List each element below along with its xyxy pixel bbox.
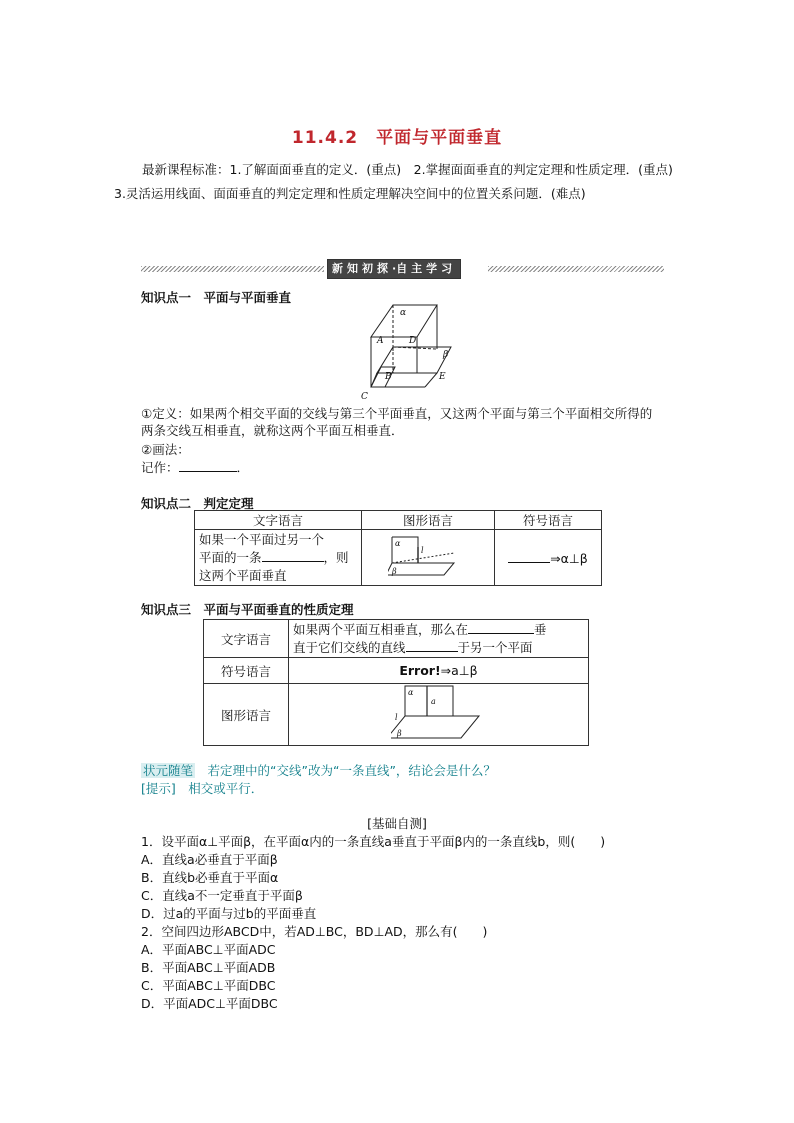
q1-option-c: C．直线a不一定垂直于平面β: [141, 888, 303, 903]
k1-label-alpha: α: [400, 308, 407, 318]
tip-hint-tag: [提示]: [141, 781, 176, 796]
section-banner: 新知初探·自主学习: [327, 259, 461, 279]
tip-hint-line: [141, 780, 263, 797]
k1-definition: ①定义：如果两个相交平面的交线与第三个平面垂直，又这两个平面与第三个平面相交所得的两条交线互相垂直，就称这两个平面互相垂直．: [141, 406, 653, 438]
k3-heading: 知识点三 平面与平面垂直的性质定理: [141, 602, 354, 617]
k3-row1-text: [289, 620, 589, 658]
k3-label-beta: β: [396, 729, 402, 738]
k1-heading: 知识点一 平面与平面垂直: [141, 290, 292, 305]
tip-question-line: [141, 762, 496, 779]
k2-heading: 知识点二 判定定理: [141, 496, 254, 511]
banner-right-label: 自主学习: [396, 262, 457, 275]
k3-row3-label: 图形语言: [204, 684, 289, 746]
k3-label-l: l: [394, 713, 398, 722]
k2-label-beta: β: [392, 567, 397, 576]
k3-row1-d: 于另一个平面: [457, 639, 533, 655]
k2-symbol-blank[interactable]: [508, 550, 550, 563]
k1-figure: [355, 303, 465, 403]
k2-text-line2b: ，则: [323, 549, 349, 565]
k3-row1-a: 如果两个平面互相垂直，那么在: [293, 621, 469, 637]
k3-row3-figure-cell: [289, 684, 589, 746]
k3-row1-blank2[interactable]: [406, 639, 458, 652]
banner-rule-right: [488, 266, 664, 272]
k3-label-alpha: α: [407, 688, 413, 697]
k1-notation-label: 记作：: [141, 460, 179, 475]
q2-stem: 2．空间四边形ABCD中，若AD⊥BC，BD⊥AD，那么有( ): [141, 924, 488, 939]
k3-row1-c: 直于它们交线的直线: [293, 639, 406, 655]
k1-label-C: C: [361, 392, 368, 402]
q2-option-d: D．平面ADC⊥平面DBC: [141, 996, 278, 1011]
k2-label-alpha: α: [395, 539, 401, 548]
k2-header-text: 文字语言: [195, 511, 362, 530]
k3-row2-label: 符号语言: [204, 658, 289, 684]
tip-question: 若定理中的“交线”改为“一条直线”，结论会是什么？: [207, 763, 496, 778]
k2-text-cell: [195, 530, 362, 586]
k3-row1-blank1[interactable]: [468, 621, 534, 634]
k2-symbol: ⇒α⊥β: [550, 550, 588, 566]
q1-stem: 1．设平面α⊥平面β，在平面α内的一条直线a垂直于平面β内的一条直线b，则( ): [141, 834, 606, 849]
k1-label-E: E: [439, 372, 446, 382]
k2-header-figure: 图形语言: [362, 511, 495, 530]
q1-option-b: B．直线b必垂直于平面α: [141, 870, 279, 885]
k3-table: [203, 619, 589, 746]
tip-hint: 相交或平行．: [188, 781, 264, 796]
k2-text-line2a: 平面的一条: [199, 549, 262, 565]
q2-option-a: A．平面ABC⊥平面ADC: [141, 942, 276, 957]
q2-option-c: C．平面ABC⊥平面DBC: [141, 978, 276, 993]
k1-label-A: A: [377, 336, 384, 346]
k3-row2-tail: ⇒a⊥β: [440, 663, 478, 678]
page-title: 11.4.2 平面与平面垂直: [291, 128, 503, 148]
k2-label-l: l: [421, 546, 424, 555]
k3-label-a: a: [430, 697, 436, 706]
k3-row1-label: 文字语言: [204, 620, 289, 658]
k2-text-blank[interactable]: [262, 549, 324, 562]
k3-row1-b: 垂: [534, 621, 547, 637]
k2-text-line3: 这两个平面垂直: [199, 567, 287, 583]
banner-rule-left: [141, 266, 324, 272]
k1-label-D: D: [409, 336, 417, 346]
tip-tag: 状元随笔: [143, 763, 194, 778]
k1-label-beta: β: [443, 350, 449, 360]
k1-notation-end: ．: [236, 460, 250, 475]
k1-draw-method: ②画法：: [141, 442, 190, 457]
k3-row2-error: Error!: [399, 663, 441, 678]
k1-notation: [141, 459, 249, 476]
q1-option-a: A．直线a必垂直于平面β: [141, 852, 278, 867]
k2-header-symbol: 符号语言: [495, 511, 602, 530]
k2-table: [194, 510, 602, 586]
k3-figure: [391, 684, 487, 742]
k1-notation-blank[interactable]: [179, 459, 237, 472]
banner-left-label: 新知初探: [332, 262, 392, 275]
selftest-heading: [基础自测]: [367, 816, 427, 831]
course-standards: 最新课程标准：1.了解面面垂直的定义．(重点) 2.掌握面面垂直的判定定理和性质定理．(重点) 3.灵活运用线面、面面垂直的判定定理和性质定理解决空间中的位置关系问题．(难点): [114, 162, 686, 201]
k2-figure-cell: [362, 530, 495, 586]
k2-text-line1: 如果一个平面过另一个: [199, 531, 325, 547]
k2-symbol-cell: [495, 530, 602, 586]
k1-label-B: B: [385, 372, 392, 382]
q1-option-d: D．过a的平面与过b的平面垂直: [141, 906, 317, 921]
q2-option-b: B．平面ABC⊥平面ADB: [141, 960, 276, 975]
k3-row2-symbol: [289, 658, 589, 684]
k2-figure: [388, 533, 468, 579]
